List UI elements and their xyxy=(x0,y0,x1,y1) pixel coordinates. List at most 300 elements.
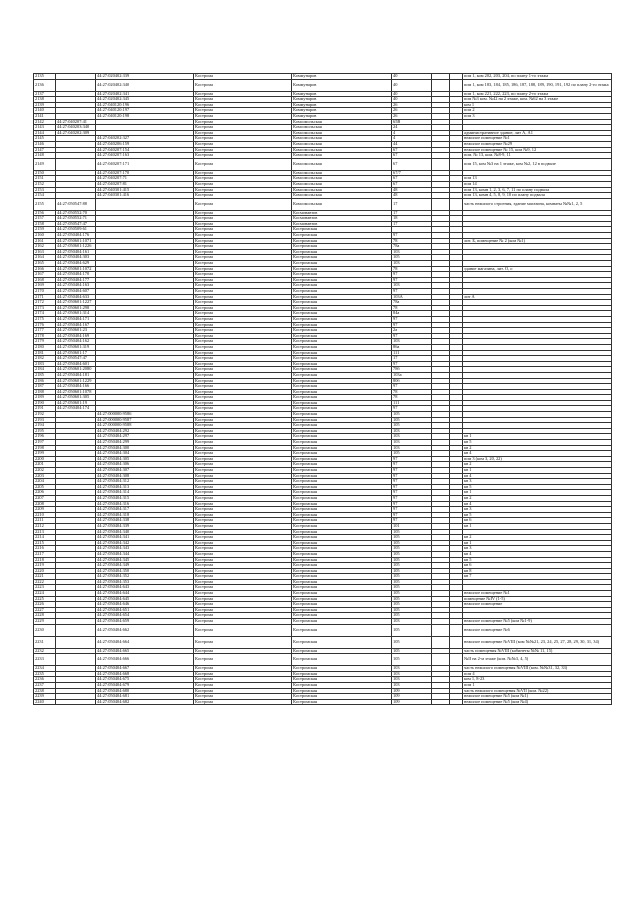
street: Коммунаров xyxy=(292,97,392,103)
row-number: 2202 xyxy=(34,468,56,474)
city: Кострома xyxy=(194,694,292,700)
street: Костромская xyxy=(292,546,392,552)
house-number: 97 xyxy=(392,406,432,412)
cadastral-number-premises: 44:27:050404:646 xyxy=(96,602,194,608)
house-number: 103 xyxy=(392,339,432,345)
cadastral-number-building: 44:27:050601:2080 xyxy=(56,367,96,373)
row-number: 2138 xyxy=(34,97,56,103)
cadastral-number-premises: 44:27:050404:350 xyxy=(96,568,194,574)
table-body xyxy=(34,74,612,705)
street: Комсомольская xyxy=(292,119,392,125)
street: Костромская xyxy=(292,272,392,278)
street: Костромская xyxy=(292,434,392,440)
cadastral-number-building: 44:27:050404:161 xyxy=(56,249,96,255)
city: Кострома xyxy=(194,445,292,451)
street: Костромская xyxy=(292,512,392,518)
cadastral-number-building: 44:27:050404:607 xyxy=(56,289,96,295)
premises-note: пом 13 xyxy=(463,176,612,182)
street: Костромская xyxy=(292,619,392,625)
city: Кострома xyxy=(194,423,292,429)
cadastral-number-premises: 44:27:050404:292 xyxy=(96,428,194,434)
cadastral-number-premises: 44:27:050404:353 xyxy=(96,579,194,585)
cadastral-number-premises: 44:27:050404:312 xyxy=(96,479,194,485)
cadastral-number-premises: 44:27:040301:416 xyxy=(96,193,194,199)
row-number: 2207 xyxy=(34,495,56,501)
row-number: 2197 xyxy=(34,440,56,446)
cadastral-number-building: 44:27:050404:303 xyxy=(56,255,96,261)
city: Кострома xyxy=(194,356,292,362)
blank-cell xyxy=(432,158,450,170)
house-number: 103 xyxy=(392,283,432,289)
house-number: 103А xyxy=(392,294,432,300)
row-number: 2232 xyxy=(34,648,56,654)
cadastral-number-premises: 44:27:050404:662 xyxy=(96,624,194,636)
street: Костромская xyxy=(292,277,392,283)
street: Костромская xyxy=(292,501,392,507)
house-number: 97 xyxy=(392,277,432,283)
cadastral-number-building: 44:27:050552:71 xyxy=(56,216,96,222)
cadastral-number-premises: 44:27:050404:299 xyxy=(96,440,194,446)
premises-note: кв 6 xyxy=(463,563,612,569)
city: Кострома xyxy=(194,244,292,250)
table-row xyxy=(34,699,612,705)
row-number: 2152 xyxy=(34,181,56,187)
house-number: 78 xyxy=(392,266,432,272)
table-row xyxy=(34,198,612,210)
row-number: 2226 xyxy=(34,602,56,608)
premises-note: пом 1, ком 202, 203, 204, по плану 1-го этажа xyxy=(463,74,612,80)
street: Костромская xyxy=(292,316,392,322)
blank-cell xyxy=(432,79,450,91)
street: Костромская xyxy=(292,406,392,412)
house-number: 105 xyxy=(392,596,432,602)
row-number: 2181 xyxy=(34,350,56,356)
cadastral-number-premises: 44:27:040207:170 xyxy=(96,170,194,176)
premises-note: пом №3 ком. №42 на 2 этаже, ком. №62 на 3 этаже xyxy=(463,97,612,103)
house-number: 105 xyxy=(392,255,432,261)
premises-note: кв 5 xyxy=(463,512,612,518)
cadastral-number-premises: 44:27:050404:306 xyxy=(96,462,194,468)
premises-note: кв 2 xyxy=(463,445,612,451)
premises-note: кв 8 xyxy=(463,568,612,574)
cadastral-number-premises: 44:27:050404:668 xyxy=(96,671,194,677)
row-number: 2178 xyxy=(34,333,56,339)
premises-note: нежилое помещение №1 xyxy=(463,136,612,142)
street: Коммунаров xyxy=(292,108,392,114)
cadastral-number-building: 44:27:050601:19 xyxy=(56,400,96,406)
document-page xyxy=(33,73,611,705)
cadastral-number-building: 44:27:050404:162 xyxy=(56,339,96,345)
row-number: 2193 xyxy=(34,417,56,423)
row-number: 2139 xyxy=(34,102,56,108)
street: Костромская xyxy=(292,523,392,529)
house-number: 103 xyxy=(392,249,432,255)
street: Костромская xyxy=(292,238,392,244)
premises-note: пом 3 (ком 3, 20, 22) xyxy=(463,456,612,462)
cadastral-number-building: 44:27:050404:163 xyxy=(56,283,96,289)
city: Кострома xyxy=(194,523,292,529)
premises-note: нежилое помещение xyxy=(463,602,612,608)
house-number: 78 xyxy=(392,389,432,395)
city: Кострома xyxy=(194,591,292,597)
street: Костромская xyxy=(292,490,392,496)
cadastral-number-premises: 44:27:050404:664 xyxy=(96,636,194,648)
premises-note: пом 14 xyxy=(463,181,612,187)
premises-note: часть нежилого помещения №VII (ком. №22) xyxy=(463,688,612,694)
cadastral-number-premises: 44:27:040120:198 xyxy=(96,113,194,119)
row-number: 2165 xyxy=(34,261,56,267)
cadastral-number-premises: 44:27:050404:340 xyxy=(96,529,194,535)
premises-note: пом 13, комн 4, 5, 8, 9, 10 по плану подвала xyxy=(463,193,612,199)
city: Кострома xyxy=(194,158,292,170)
street: Костромская xyxy=(292,654,392,666)
row-number: 2160 xyxy=(34,233,56,239)
street: Костромская xyxy=(292,440,392,446)
row-number: 2225 xyxy=(34,596,56,602)
house-number: 109 xyxy=(392,699,432,705)
house-number: 40 xyxy=(392,91,432,97)
house-number: 105 xyxy=(392,602,432,608)
street: Комсомольская xyxy=(292,153,392,159)
premises-note: пом 13, комн 1, 2, 3, 6, 7, 11 по плану подвала xyxy=(463,187,612,193)
street: Костромская xyxy=(292,462,392,468)
row-number: 2214 xyxy=(34,535,56,541)
street: Коммунаров xyxy=(292,79,392,91)
premises-note: пом 1, ком 183, 184, 185, 186, 187, 188, 189, 190, 191, 192 по плану 2-го этажа xyxy=(463,79,612,91)
cadastral-number-premises: 44:27:050404:682 xyxy=(96,699,194,705)
city: Кострома xyxy=(194,102,292,108)
street: Комсомольская xyxy=(292,198,392,210)
premises-note: кв 2 xyxy=(463,495,612,501)
cadastral-number-premises xyxy=(96,198,194,210)
street: Костромская xyxy=(292,451,392,457)
blank-cell xyxy=(450,636,463,648)
cadastral-number-premises: 44:27:040301:415 xyxy=(96,187,194,193)
street: Костромская xyxy=(292,563,392,569)
house-number: 97 xyxy=(392,272,432,278)
street: Костромская xyxy=(292,529,392,535)
city: Кострома xyxy=(194,479,292,485)
house-number: 97 xyxy=(392,289,432,295)
premises-note: кв 5 xyxy=(463,557,612,563)
row-number: 2237 xyxy=(34,683,56,689)
row-number: 2148 xyxy=(34,153,56,159)
city: Кострома xyxy=(194,193,292,199)
house-number: 17 xyxy=(392,221,432,227)
house-number: 78 xyxy=(392,395,432,401)
house-number: 97 xyxy=(392,456,432,462)
premises-note: кв 4 xyxy=(463,501,612,507)
cadastral-number-building: 44:27:050601:1078 xyxy=(56,389,96,395)
city: Кострома xyxy=(194,412,292,418)
row-number: 2205 xyxy=(34,484,56,490)
cadastral-number-building: 44:27:050552:70 xyxy=(56,210,96,216)
house-number: 97 xyxy=(392,316,432,322)
row-number: 2185 xyxy=(34,372,56,378)
cadastral-number-building: 44:27:050601:1227 xyxy=(56,300,96,306)
house-number: 103 xyxy=(392,671,432,677)
row-number: 2159 xyxy=(34,227,56,233)
cadastral-number-premises: 44:27:050404:643 xyxy=(96,585,194,591)
street: Костромская xyxy=(292,540,392,546)
street: Комсомольская xyxy=(292,136,392,142)
city: Кострома xyxy=(194,350,292,356)
premises-note: кв 1 xyxy=(463,468,612,474)
house-number: 103 xyxy=(392,434,432,440)
cadastral-number-building xyxy=(56,699,96,705)
premises-note: нежилое помещение №29 xyxy=(463,141,612,147)
house-number: 105 xyxy=(392,648,432,654)
cadastral-number-building: 44:27:050601:1071 xyxy=(56,238,96,244)
row-number: 2176 xyxy=(34,322,56,328)
cadastral-number-building: 44:27:050601:1226 xyxy=(56,244,96,250)
cadastral-number-premises: 44:27:050404:645 xyxy=(96,596,194,602)
city: Кострома xyxy=(194,266,292,272)
city: Кострома xyxy=(194,535,292,541)
city: Кострома xyxy=(194,125,292,131)
city: Кострома xyxy=(194,417,292,423)
house-number: 103 xyxy=(392,619,432,625)
street: Костромская xyxy=(292,574,392,580)
house-number: 97 xyxy=(392,468,432,474)
street: Костромская xyxy=(292,535,392,541)
city: Кострома xyxy=(194,198,292,210)
row-number: 2153 xyxy=(34,187,56,193)
city: Кострома xyxy=(194,305,292,311)
cadastral-number-building: 44:27:050601:23 xyxy=(56,328,96,334)
cadastral-number-premises: 44:27:050404:666 xyxy=(96,654,194,666)
street: Костромская xyxy=(292,289,392,295)
street: Костромская xyxy=(292,372,392,378)
row-number: 2182 xyxy=(34,356,56,362)
cadastral-number-building: 44:27:050601:319 xyxy=(56,344,96,350)
row-number: 2208 xyxy=(34,501,56,507)
cadastral-number-premises: 44:27:050404:315 xyxy=(96,495,194,501)
street: Костромская xyxy=(292,367,392,373)
house-number: 78б xyxy=(392,367,432,373)
cadastral-number-building: 44:27:050404:176 xyxy=(56,233,96,239)
street: Костромская xyxy=(292,688,392,694)
premises-note: кв 1 xyxy=(463,523,612,529)
street: Костромская xyxy=(292,227,392,233)
premises-note: нежилое помещение №5 (ком №1) xyxy=(463,694,612,700)
city: Кострома xyxy=(194,187,292,193)
city: Кострома xyxy=(194,333,292,339)
house-number: 2а xyxy=(392,328,432,334)
row-number: 2231 xyxy=(34,636,56,648)
cadastral-number-building: 44:27:050601:17 xyxy=(56,350,96,356)
street: Костромская xyxy=(292,283,392,289)
house-number: 40 xyxy=(392,97,432,103)
house-number: 40 xyxy=(392,74,432,80)
house-number: 97 xyxy=(392,490,432,496)
row-number: 2200 xyxy=(34,456,56,462)
row-number: 2168 xyxy=(34,277,56,283)
street: Космонавтов xyxy=(292,221,392,227)
row-number: 2166 xyxy=(34,266,56,272)
house-number: 97 xyxy=(392,473,432,479)
house-number: 105 xyxy=(392,568,432,574)
cadastral-number-premises: 44:27:050404:644 xyxy=(96,591,194,597)
table-row xyxy=(34,624,612,636)
blank-cell xyxy=(450,158,463,170)
house-number: 103а xyxy=(392,372,432,378)
house-number: 26 xyxy=(392,102,432,108)
blank-cell xyxy=(450,699,463,705)
cadastral-number-premises: 44:27:020402:345 xyxy=(96,97,194,103)
street: Костромская xyxy=(292,423,392,429)
street: Коммунаров xyxy=(292,74,392,80)
city: Кострома xyxy=(194,328,292,334)
row-number: 2236 xyxy=(34,677,56,683)
city: Кострома xyxy=(194,216,292,222)
premises-note: пом 1 xyxy=(463,683,612,689)
row-number: 2239 xyxy=(34,694,56,700)
premises-note: здание магазина, лит. О, о xyxy=(463,266,612,272)
city: Кострома xyxy=(194,468,292,474)
city: Кострома xyxy=(194,227,292,233)
house-number: 103 xyxy=(392,261,432,267)
house-number: 109 xyxy=(392,694,432,700)
city: Кострома xyxy=(194,395,292,401)
row-number: 2196 xyxy=(34,434,56,440)
city: Кострома xyxy=(194,311,292,317)
city: Кострома xyxy=(194,389,292,395)
street: Костромская xyxy=(292,683,392,689)
city: Кострома xyxy=(194,574,292,580)
city: Кострома xyxy=(194,322,292,328)
row-number: 2136 xyxy=(34,79,56,91)
street: Костромская xyxy=(292,249,392,255)
house-number: 17 xyxy=(392,356,432,362)
street: Комсомольская xyxy=(292,187,392,193)
city: Кострома xyxy=(194,289,292,295)
city: Кострома xyxy=(194,406,292,412)
cadastral-number-building xyxy=(56,654,96,666)
house-number: 97 xyxy=(392,495,432,501)
row-number: 2235 xyxy=(34,671,56,677)
cadastral-number-premises: 44:27:050404:339 xyxy=(96,523,194,529)
city: Кострома xyxy=(194,568,292,574)
street: Комсомольская xyxy=(292,170,392,176)
house-number: 97 xyxy=(392,479,432,485)
cadastral-number-building: 44:27:040202:309 xyxy=(56,130,96,136)
row-number: 2145 xyxy=(34,136,56,142)
premises-note: нежилое помещение №5 (ком №1-9) xyxy=(463,619,612,625)
cadastral-number-premises: 44:27:040202:327 xyxy=(96,136,194,142)
blank-cell xyxy=(432,198,450,210)
city: Кострома xyxy=(194,378,292,384)
cadastral-number-building: 44:27:050404:171 xyxy=(56,316,96,322)
premises-note: кв 3 xyxy=(463,546,612,552)
house-number: 97 xyxy=(392,322,432,328)
house-number: 103 xyxy=(392,683,432,689)
street: Костромская xyxy=(292,671,392,677)
street: Костромская xyxy=(292,339,392,345)
city: Кострома xyxy=(194,613,292,619)
house-number: 78а xyxy=(392,244,432,250)
house-number: 105 xyxy=(392,607,432,613)
cadastral-number-building: 44:27:050404:170 xyxy=(56,272,96,278)
cadastral-number-premises: 44:27:050404:654 xyxy=(96,613,194,619)
city: Кострома xyxy=(194,677,292,683)
city: Кострома xyxy=(194,434,292,440)
house-number: 67 xyxy=(392,176,432,182)
house-number: 48 xyxy=(392,187,432,193)
city: Кострома xyxy=(194,563,292,569)
house-number: 105 xyxy=(392,557,432,563)
house-number: 97 xyxy=(392,501,432,507)
row-number: 2156 xyxy=(34,210,56,216)
house-number: 103 xyxy=(392,666,432,672)
city: Кострома xyxy=(194,540,292,546)
street: Костромская xyxy=(292,350,392,356)
premises-note: лит. Б, помещение № 2 (ком №1) xyxy=(463,238,612,244)
city: Кострома xyxy=(194,367,292,373)
street: Комсомольская xyxy=(292,147,392,153)
cadastral-number-premises: 44:27:040207:71 xyxy=(96,176,194,182)
cadastral-number-building: 44:27:050404:181 xyxy=(56,372,96,378)
premises-note: №II на 2-м этаже (ком. №№3, 4, 5) xyxy=(463,654,612,666)
street: Костромская xyxy=(292,456,392,462)
cadastral-number-premises: 44:27:040120:196 xyxy=(96,102,194,108)
city: Кострома xyxy=(194,181,292,187)
street: Костромская xyxy=(292,400,392,406)
row-number: 2143 xyxy=(34,125,56,131)
cadastral-number-building: 44:27:050404:174 xyxy=(56,406,96,412)
blank-cell xyxy=(450,198,463,210)
street: Костромская xyxy=(292,233,392,239)
city: Кострома xyxy=(194,529,292,535)
row-number: 2161 xyxy=(34,238,56,244)
row-number: 2186 xyxy=(34,378,56,384)
city: Кострома xyxy=(194,501,292,507)
house-number: 26 xyxy=(392,108,432,114)
house-number: 67 xyxy=(392,181,432,187)
row-number: 2190 xyxy=(34,400,56,406)
city: Кострома xyxy=(194,456,292,462)
city: Кострома xyxy=(194,233,292,239)
house-number: 67 xyxy=(392,147,432,153)
city: Кострома xyxy=(194,153,292,159)
cadastral-number-premises: 44:27:020402:339 xyxy=(96,74,194,80)
row-number: 2213 xyxy=(34,529,56,535)
row-number: 2216 xyxy=(34,546,56,552)
city: Кострома xyxy=(194,130,292,136)
house-number: 40 xyxy=(392,79,432,91)
cadastral-number-premises: 44:27:050404:317 xyxy=(96,507,194,513)
house-number: 105 xyxy=(392,417,432,423)
city: Кострома xyxy=(194,551,292,557)
row-number: 2215 xyxy=(34,540,56,546)
street: Костромская xyxy=(292,311,392,317)
premises-note: кв 1 xyxy=(463,434,612,440)
cadastral-number-building xyxy=(56,79,96,91)
city: Кострома xyxy=(194,79,292,91)
row-number: 2192 xyxy=(34,412,56,418)
cadastral-number-premises: 44:27:050404:343 xyxy=(96,546,194,552)
city: Кострома xyxy=(194,462,292,468)
house-number: 103 xyxy=(392,428,432,434)
row-number: 2217 xyxy=(34,551,56,557)
cadastral-number-building: 44:27:050404:629 xyxy=(56,261,96,267)
house-number: 103 xyxy=(392,445,432,451)
city: Кострома xyxy=(194,654,292,666)
cadastral-number-building: 44:27:050404:177 xyxy=(56,277,96,283)
street: Костромская xyxy=(292,361,392,367)
house-number: 111 xyxy=(392,400,432,406)
premises-note: административное здание, лит А, А1 xyxy=(463,130,612,136)
